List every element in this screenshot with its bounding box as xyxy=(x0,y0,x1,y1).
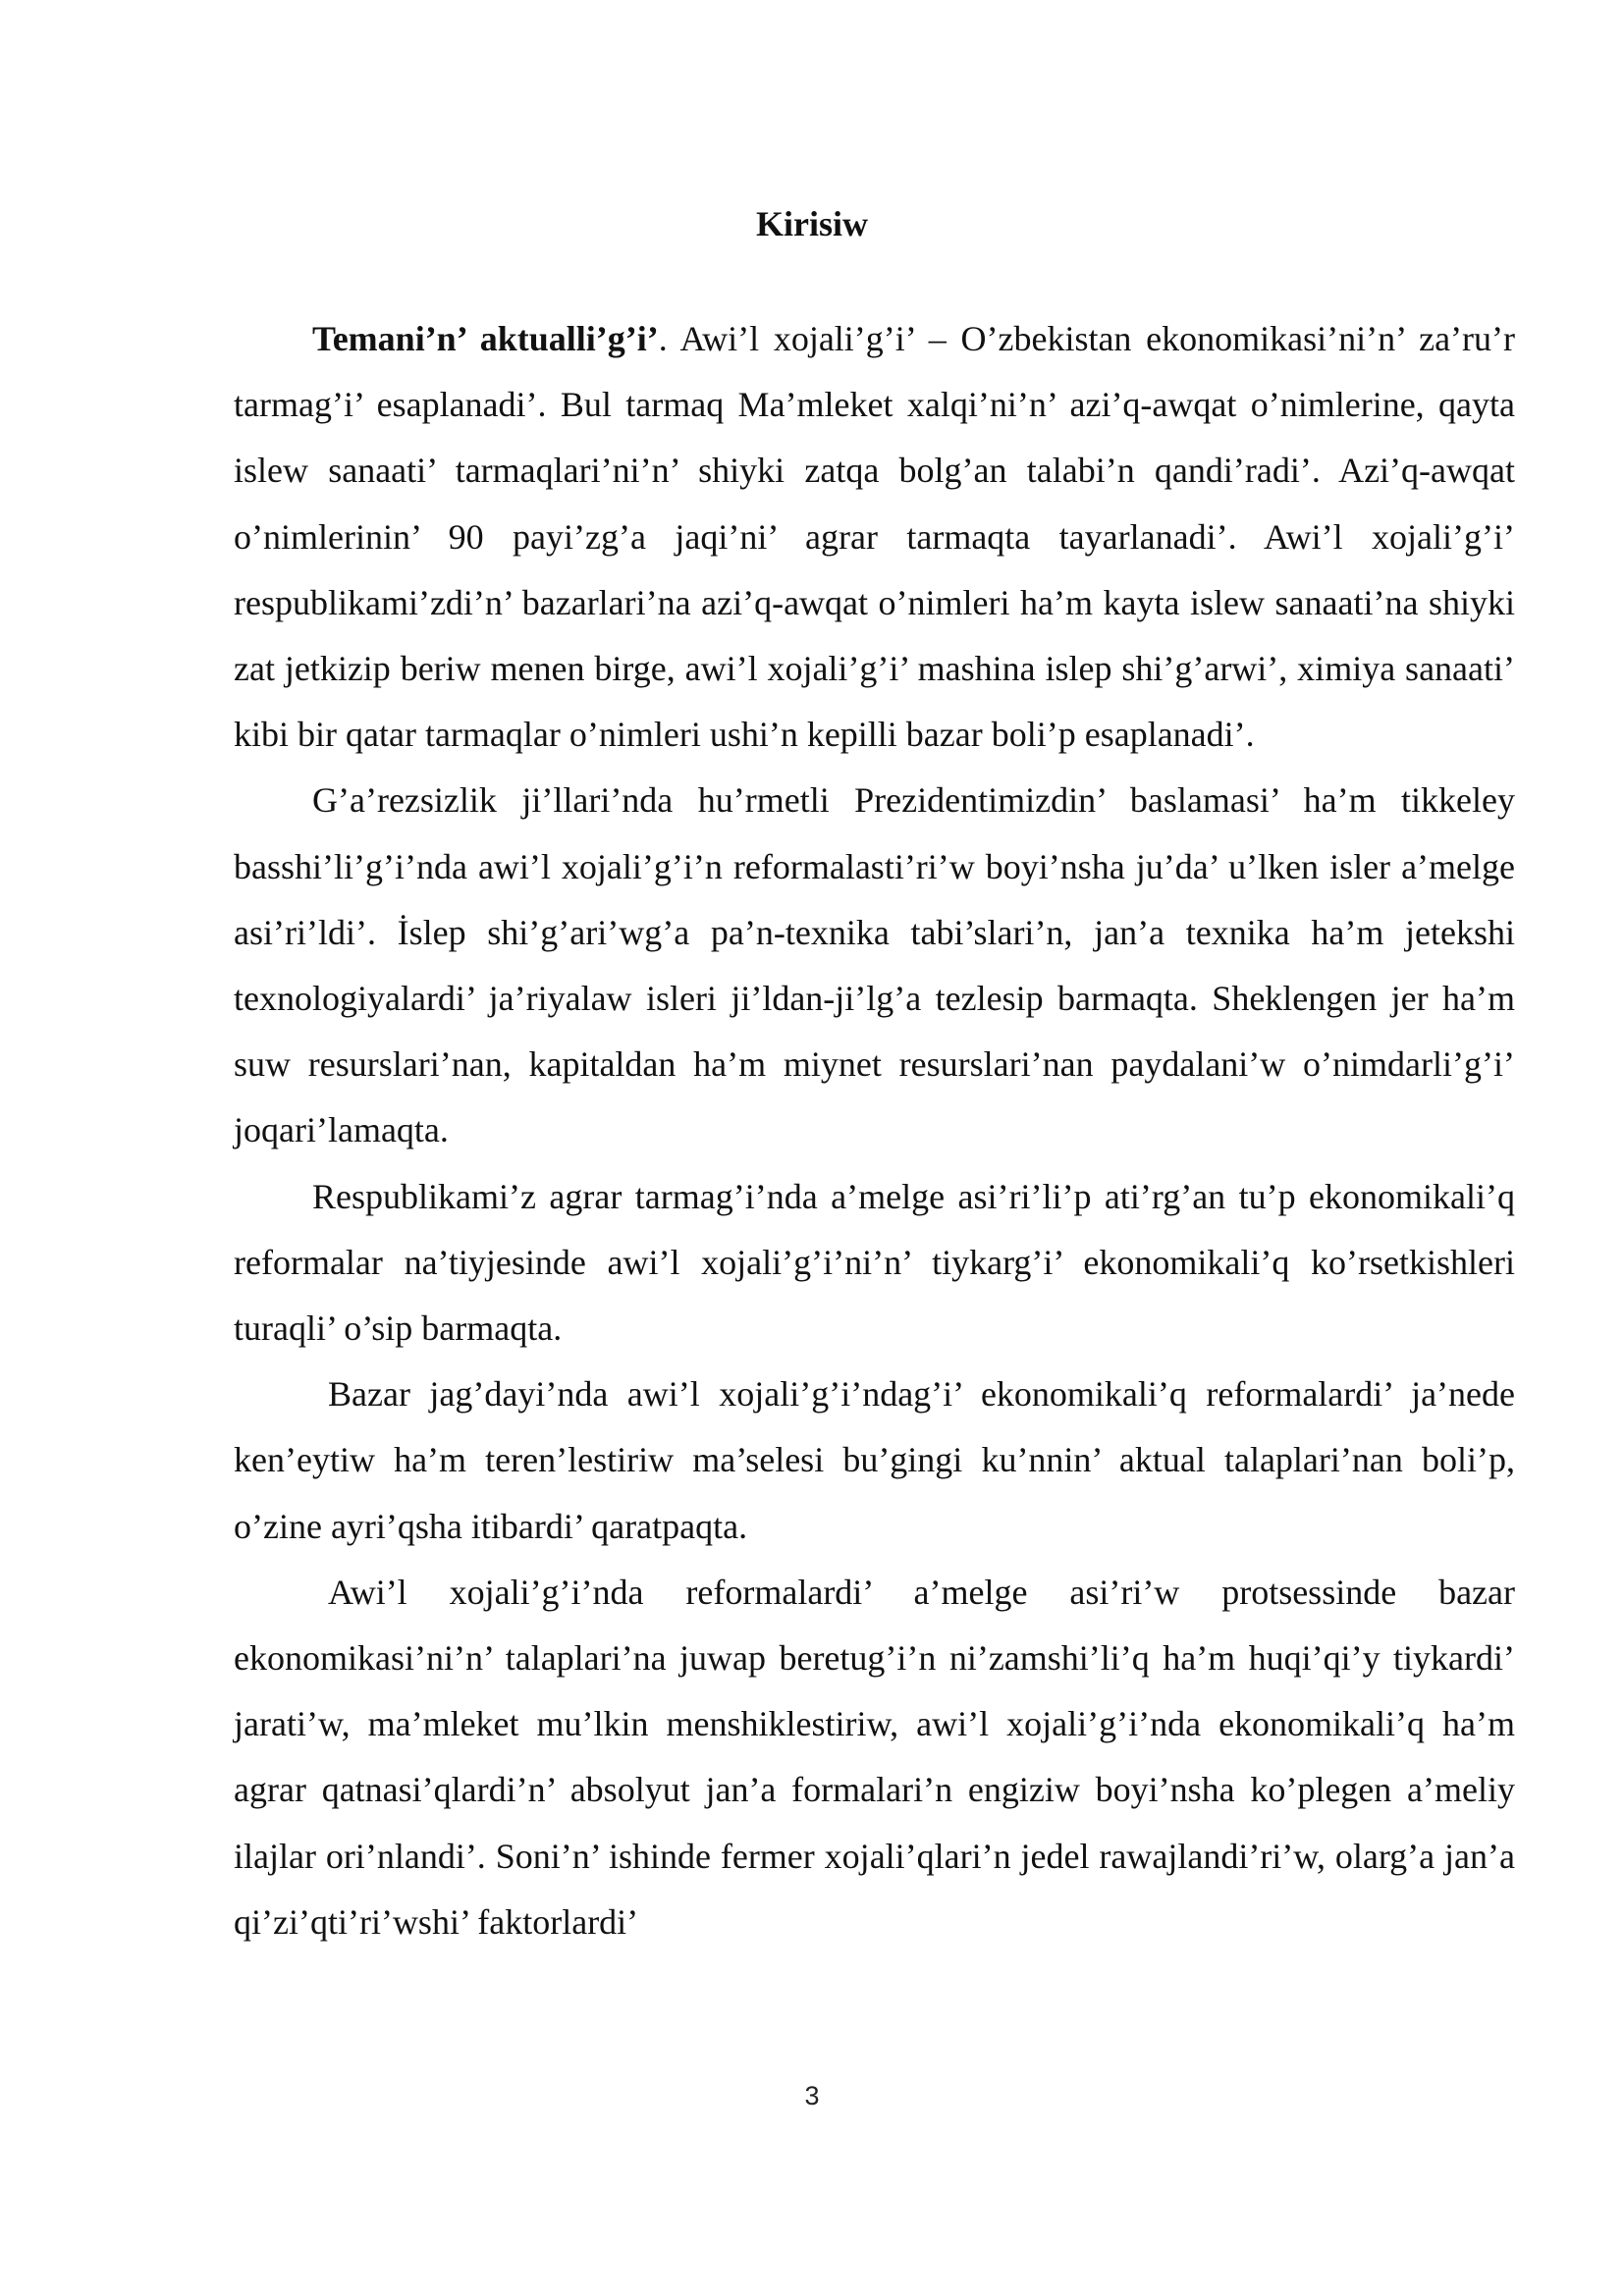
paragraph-text: Bazar jag’dayi’nda awi’l xojali’g’i’ndag’i’ ekonomikali’q reformalardi’ ja’nede ken’eytiw ha’m teren’lestiriw ma’selesi bu’gingi ku’nnin’ aktual talaplari’nan boli’p, o’zine ayri’qsha itibardi’ qaratpaqta. xyxy=(234,1374,1515,1546)
paragraph-text: Respublikami’z agrar tarmag’i’nda a’melge asi’ri’li’p ati’rg’an tu’p ekonomikali’q reformalar na’tiyjesinde awi’l xojali’g’i’ni’n’ tiykarg’i’ ekonomikali’q ko’rsetkishleri turaqli’ o’sip barmaqta. xyxy=(234,1176,1515,1349)
paragraph-lead: Temani’n’ aktualli’g’i’ xyxy=(312,319,659,358)
paragraph-text: . Awi’l xojali’g’i’ – O’zbekistan ekonomikasi’ni’n’ za’ru’r tarmag’i’ esaplanadi’. Bul tarmaq Ma’mleket xalqi’ni’n’ azi’q-awqat o’nimlerine, qayta islew sanaati’ tarmaqlari’ni’n’ shiyki zatqa bolg’an talabi’n qandi’radi’. Azi’q-awqat o’nimlerinin’ 90 payi’zg’a jaqi’ni’ agrar tarmaqta tayarlanadi’. Awi’l xojali’g’i’ respublikami’zdi’n’ bazarlari’na azi’q-awqat o’nimleri ha’m kayta islew sanaati’na shiyki zat jetkizip beriw menen birge, awi’l xojali’g’i’ mashina islep shi’g’arwi’, ximiya sanaati’ kibi bir qatar tarmaqlar o’nimleri ushi’n kepilli bazar boli’p esaplanadi’. xyxy=(234,319,1516,755)
paragraph-1 xyxy=(234,306,1515,768)
paragraph-text: G’a’rezsizlik ji’llari’nda hu’rmetli Prezidentimizdin’ baslamasi’ ha’m tikkeley basshi’li’g’i’nda awi’l xojali’g’i’n reformalasti’ri’w boyi’nsha ju’da’ u’lken isler a’melge asi’ri’ldi’. İslep shi’g’ari’wg’a pa’n-texnika tabi’slari’n, jan’a texnika ha’m jetekshi texnologiyalardi’ ja’riyalaw isleri ji’ldan-ji’lg’a tezlesip barmaqta. Sheklengen jer ha’m suw resurslari’nan, kapitaldan ha’m miynet resurslari’nan paydalani’w o’nimdarli’g’i’ joqari’lamaqta. xyxy=(234,780,1515,1150)
body-text xyxy=(234,306,1515,1955)
paragraph-2 xyxy=(234,768,1515,1163)
paragraph-4 xyxy=(234,1362,1515,1560)
paragraph-3 xyxy=(234,1164,1515,1362)
paragraph-text: Awi’l xojali’g’i’nda reformalardi’ a’melge asi’ri’w protsessinde bazar ekonomikasi’ni’n’ talaplari’na juwap beretug’i’n ni’zamshi’li’q ha’m huqi’qi’y tiykardi’ jarati’w, ma’mleket mu’lkin menshiklestiriw, awi’l xojali’g’i’nda ekonomikali’q ha’m agrar qatnasi’qlardi’n’ absolyut jan’a formalari’n engiziw boyi’nsha ko’plegen a’meliy ilajlar ori’nlandi’. Soni’n’ ishinde fermer xojali’qlari’n jedel rawajlandi’ri’w, olarg’a jan’a qi’zi’qti’ri’wshi’ faktorlardi’ xyxy=(234,1572,1515,1942)
page-number: 3 xyxy=(804,2081,820,2110)
paragraph-5 xyxy=(234,1560,1515,1955)
page-title: Kirisiw xyxy=(756,204,868,243)
